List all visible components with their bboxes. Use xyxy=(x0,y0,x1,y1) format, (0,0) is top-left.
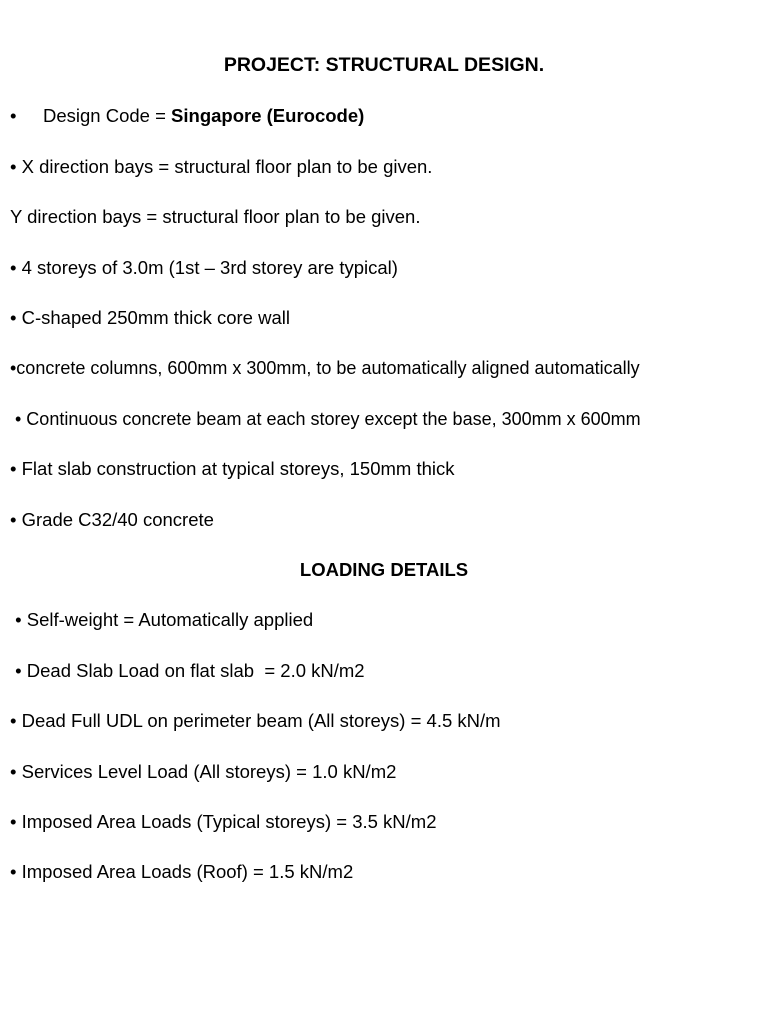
design-code-label-group xyxy=(43,104,364,128)
list-item-columns: •concrete columns, 600mm x 300mm, to be automatically aligned automatically xyxy=(10,358,640,378)
list-item-concrete-grade: • Grade C32/40 concrete xyxy=(10,509,214,530)
design-code-value: Singapore (Eurocode) xyxy=(171,105,365,126)
loading-item-perimeter-udl: • Dead Full UDL on perimeter beam (All storeys) = 4.5 kN/m xyxy=(10,710,501,731)
loading-item-imposed-roof: • Imposed Area Loads (Roof) = 1.5 kN/m2 xyxy=(10,861,354,882)
list-item-y-bays: Y direction bays = structural floor plan to be given. xyxy=(10,206,421,227)
list-item-x-bays: • X direction bays = structural floor plan to be given. xyxy=(10,156,433,177)
design-code-label: Design Code = xyxy=(43,105,172,126)
list-item-flat-slab: • Flat slab construction at typical storeys, 150mm thick xyxy=(10,458,455,479)
list-item-beams: • Continuous concrete beam at each storey except the base, 300mm x 600mm xyxy=(10,409,641,429)
loading-item-services: • Services Level Load (All storeys) = 1.0 kN/m2 xyxy=(10,761,397,782)
loading-item-dead-slab: • Dead Slab Load on flat slab = 2.0 kN/m2 xyxy=(10,660,365,681)
list-item-core-wall: • C-shaped 250mm thick core wall xyxy=(10,307,290,328)
loading-item-imposed-typical: • Imposed Area Loads (Typical storeys) = 3.5 kN/m2 xyxy=(10,811,437,832)
design-code-bullet: • xyxy=(10,105,17,126)
loading-item-self-weight: • Self-weight = Automatically applied xyxy=(10,609,314,630)
list-item-storeys: • 4 storeys of 3.0m (1st – 3rd storey are typical) xyxy=(10,257,398,278)
page-title: PROJECT: STRUCTURAL DESIGN. xyxy=(223,54,545,76)
loading-details-heading: LOADING DETAILS xyxy=(299,559,469,580)
